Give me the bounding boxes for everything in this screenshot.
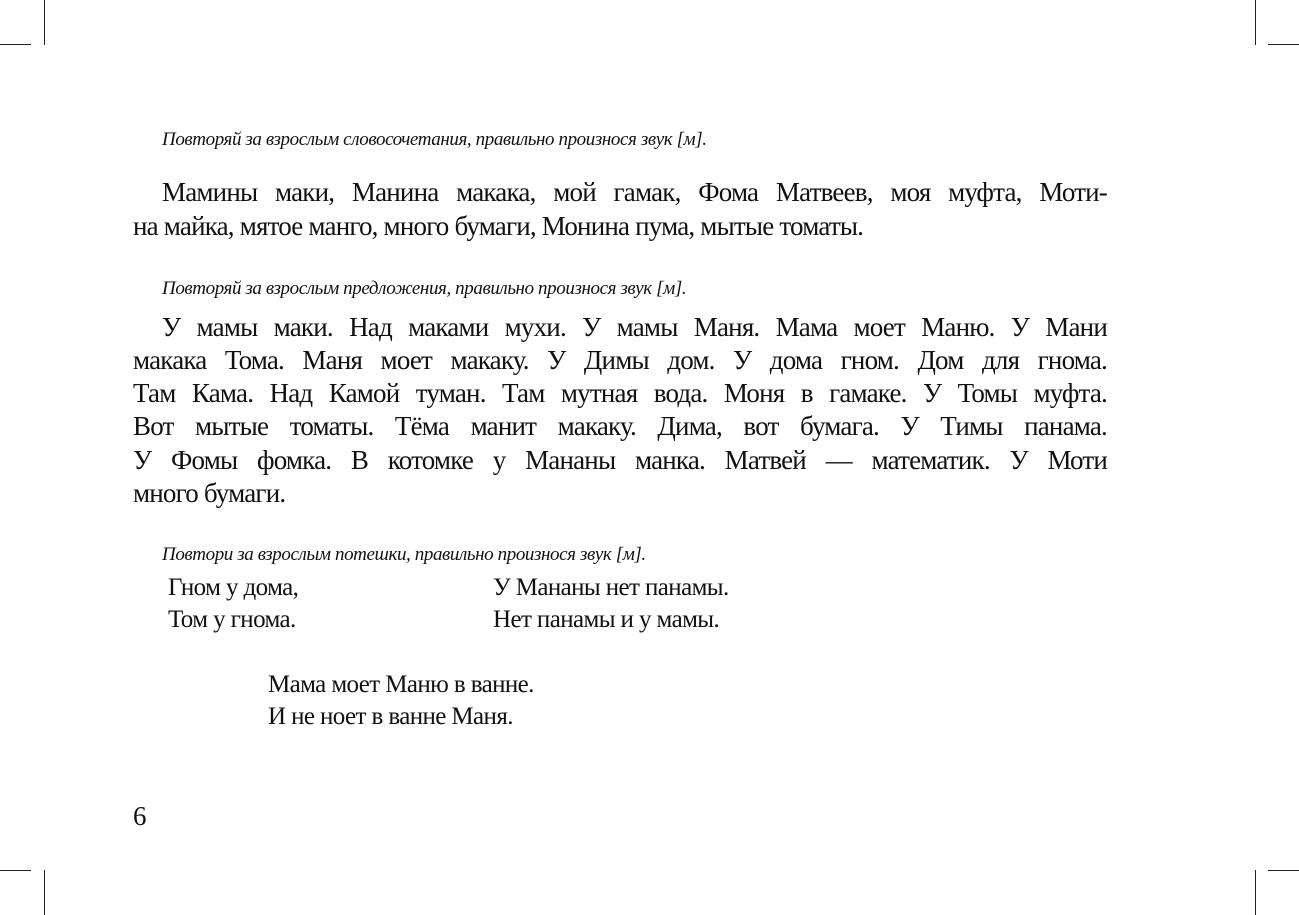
phrases-line: на майка, мятое манго, много бумаги, Монина пума, мытые томаты.	[133, 211, 864, 241]
sentences-line: Вот мытые томаты. Тёма манит макаку. Дима, вот бумага. У Тимы панама.	[133, 411, 1107, 441]
crop-mark	[1255, 870, 1256, 915]
sentences-line: много бумаги.	[133, 478, 286, 508]
instruction-phrases: Повторяй за взрослым словосочетания, правильно произнося звук [м].	[162, 129, 707, 150]
page-number: 6	[133, 801, 147, 831]
sentences-line: У мамы маки. Над маками мухи. У мамы Маня. Мама моет Маню. У Мани	[162, 312, 1107, 342]
crop-mark	[1268, 870, 1299, 871]
crop-mark	[44, 870, 45, 915]
crop-mark	[44, 0, 45, 45]
poem-bottom-line: И не ноет в ванне Маня.	[268, 703, 513, 730]
sentences-line: У Фомы фомка. В котомке у Мананы манка. Матвей — математик. У Моти	[133, 445, 1107, 475]
crop-mark	[0, 870, 31, 871]
phrases-line: Мамины маки, Манина макака, мой гамак, Фома Матвеев, моя муфта, Моти-	[162, 177, 1107, 207]
crop-mark	[1268, 44, 1299, 45]
sentences-line: макака Тома. Маня моет макаку. У Димы дом. У дома гном. Дом для гнома.	[133, 345, 1107, 375]
instruction-poems: Повтори за взрослым потешки, правильно произнося звук [м].	[162, 544, 646, 565]
poem-bottom-line: Мама моет Маню в ванне.	[268, 671, 534, 698]
poem-left-line: Гном у дома,	[168, 574, 299, 601]
crop-mark	[0, 44, 31, 45]
instruction-sentences: Повторяй за взрослым предложения, правильно произнося звук [м].	[162, 278, 687, 299]
poem-right-line: Нет панамы и у мамы.	[493, 606, 720, 633]
poem-right-line: У Мананы нет панамы.	[493, 574, 729, 601]
crop-mark	[1255, 0, 1256, 45]
poem-left-line: Том у гнома.	[168, 606, 296, 633]
sentences-line: Там Кама. Над Камой туман. Там мутная вода. Моня в гамаке. У Томы муфта.	[133, 378, 1107, 408]
